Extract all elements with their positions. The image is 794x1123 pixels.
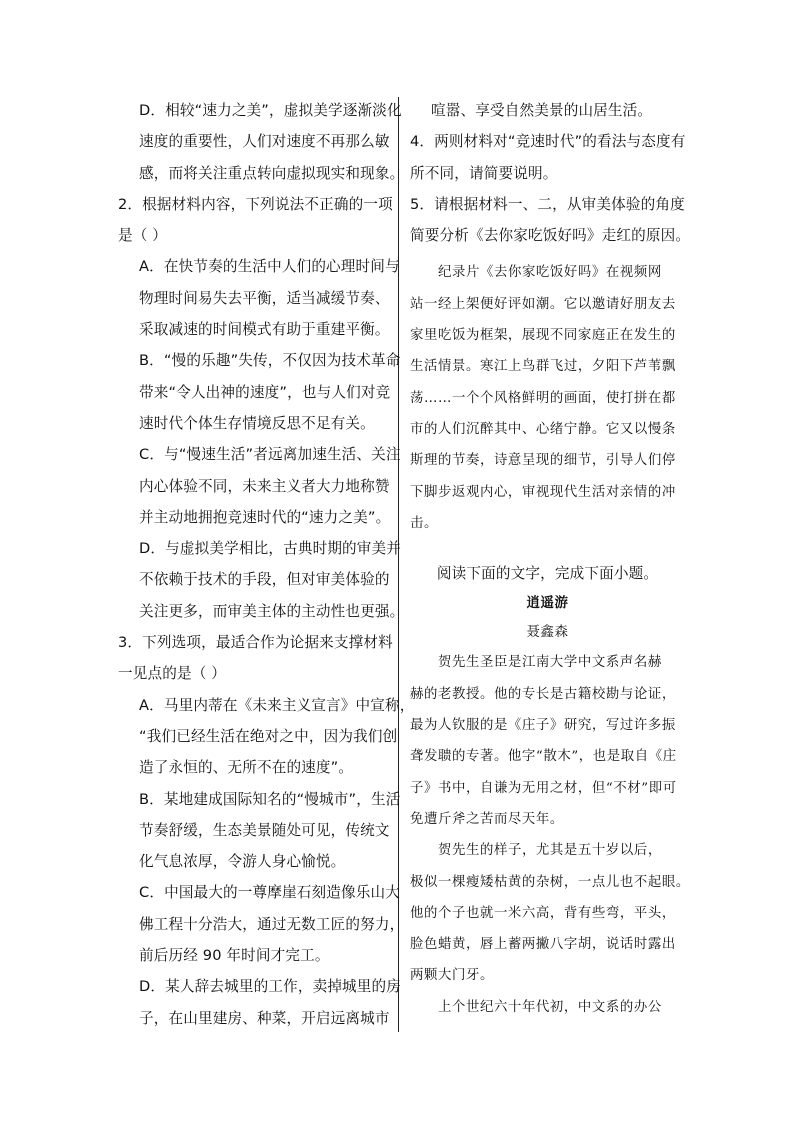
text-line: “我们已经生活在绝对之中，因为我们创 (139, 727, 398, 745)
text-line: B．某地建成国际知名的“慢城市”，生活 (139, 790, 401, 808)
text-line: 速时代个体生存情境反思不足有关。 (139, 414, 375, 432)
left-column (118, 95, 415, 1034)
text-line: C．与“慢速生活”者远离加速生活、关注 (139, 446, 401, 464)
text-line: 节奏舒缓，生态美景随处可见，传统文 (139, 821, 390, 839)
text-line: 化气息浓厚，令游人身心愉悦。 (139, 853, 346, 871)
text-line: 带来“令人出神的速度”，也与人们对竞 (139, 383, 391, 401)
text-line: 下脚步返观内心，审视现代生活对亲情的冲 (410, 484, 676, 500)
text-line: 内心体验不同，未来主义者大力地称赞 (139, 477, 390, 495)
story-paragraph-2 (410, 835, 690, 991)
question-3-stem (118, 627, 394, 690)
text-line: A．在快节奏的生活中人们的心理时间与 (139, 258, 400, 276)
text-line: 前后历经 90 年时间才完工。 (139, 947, 330, 965)
story-title: 逍遥游 (526, 595, 569, 612)
text-line: 市的人们沉醉其中、心绪宁静。它又以慢条 (410, 421, 676, 437)
text-line: 斯理的节奏，诗意呈现的细节，引导人们停 (410, 453, 676, 469)
text-line: 脸色蜡黄，唇上蓄两撇八字胡，说话时露出 (410, 937, 676, 953)
text-line: 击。 (410, 515, 438, 531)
reading-instruction: 阅读下面的文字，完成下面小题。 (436, 565, 659, 583)
text-line: 所不同，请简要说明。 (410, 164, 558, 182)
text-line: 一见点的是（ ） (118, 665, 226, 683)
text-line: 生活情景。寒江上鸟群飞过，夕阳下芦苇飘 (410, 359, 676, 375)
text-line: 并主动地拥抱竞速时代的“速力之美”。 (139, 508, 391, 526)
text-line: 荡……一个个风格鲜明的画面，使打拼在都 (410, 390, 676, 406)
question-4 (410, 126, 685, 189)
text-line: 速度的重要性，人们对速度不再那么敏 (139, 133, 390, 151)
q3-option-b (118, 784, 401, 878)
text-line: B．“慢的乐趣”失传，不仅因为技术革命 (139, 352, 401, 370)
text-line: 感，而将关注重点转向虚拟现实和现象。 (139, 164, 405, 182)
story-author: 聂鑫森 (526, 625, 569, 641)
question-5 (410, 189, 691, 252)
q3-option-d-continued: 喧嚣、享受自然美景的山居生活。 (431, 102, 653, 119)
text-line: 子，在山里建房、种菜，开启远离城市 (139, 1009, 390, 1027)
q2-option-c (118, 439, 401, 533)
text-line: 2．根据材料内容，下列说法不正确的一项 (118, 195, 393, 213)
q1-option-d (118, 95, 405, 189)
q3-option-c (118, 877, 405, 971)
text-line: 上个世纪六十年代初，中文系的办公 (438, 999, 662, 1015)
text-line: C．中国最大的一尊摩崖石刻造像乐山大 (139, 884, 400, 902)
text-line: 家里吃饭为框架，展现不同家庭正在发生的 (410, 328, 676, 344)
text-line: 4．两则材料对“竞速时代”的看法与态度有 (410, 133, 686, 151)
q2-option-a (118, 251, 400, 345)
q2-option-b (118, 345, 401, 439)
story-paragraph-3 (410, 992, 685, 1023)
text-line: 最为人钦服的是《庄子》研究，写过许多振 (410, 718, 676, 734)
text-line: 佛工程十分浩大，通过无数工匠的努力， (139, 915, 405, 933)
text-line: 子》书中，自谦为无用之材，但“不材”即可 (410, 780, 677, 796)
text-line: 两颗大门牙。 (410, 968, 494, 984)
text-line: 免遭斤斧之苦而尽天年。 (410, 811, 564, 827)
question-2-stem (118, 189, 394, 252)
material-passage (410, 257, 685, 539)
text-line: D．某人辞去城里的工作，卖掉城里的房 (139, 978, 402, 996)
text-line: D．与虚拟美学相比，古典时期的审美并 (139, 540, 402, 558)
text-line: 关注更多，而审美主体的主动性也更强。 (139, 602, 405, 620)
q3-option-d (118, 971, 402, 1034)
text-line: D．相较“速力之美”，虚拟美学逐渐淡化 (139, 102, 402, 119)
text-line: 简要分析《去你家吃饭好吗》走红的原因。 (410, 227, 691, 245)
text-line: 物理时间易失去平衡，适当减缓节奏、 (139, 289, 390, 307)
text-line: 赫的老教授。他的专长是古籍校勘与论证， (410, 686, 676, 702)
text-line: 聋发聩的专著。他字“散木”，也是取自《庄 (410, 749, 677, 765)
text-line: 5．请根据材料一、二，从审美体验的角度 (410, 195, 685, 213)
text-line: 3．下列选项，最适合作为论据来支撑材料 (118, 634, 393, 652)
text-line: 极似一棵瘦矮枯黄的杂树，一点儿也不起眼。 (410, 874, 690, 890)
text-line: 是（ ） (118, 227, 168, 245)
story-paragraph-1 (410, 647, 685, 835)
right-column (410, 95, 691, 1023)
text-line: 造了永恒的、无所不在的速度”。 (139, 759, 354, 777)
text-line: 站一经上架便好评如潮。它以邀请好朋友去 (410, 296, 676, 312)
text-line: 不依赖于技术的手段，但对审美体验的 (139, 571, 390, 589)
text-line: 贺先生圣臣是江南大学中文系声名赫 (438, 655, 662, 671)
q3-option-a (118, 690, 415, 784)
text-line: 纪录片《去你家吃饭好吗》在视频网 (438, 265, 662, 281)
q2-option-d (118, 533, 405, 627)
text-line: 贺先生的样子，尤其是五十岁以后， (438, 843, 662, 859)
text-line: 采取减速的时间模式有助于重建平衡。 (139, 321, 390, 339)
text-line: A．马里内蒂在《未来主义宣言》中宣称， (139, 696, 415, 714)
text-line: 他的个子也就一米六高，背有些弯，平头， (410, 905, 676, 921)
